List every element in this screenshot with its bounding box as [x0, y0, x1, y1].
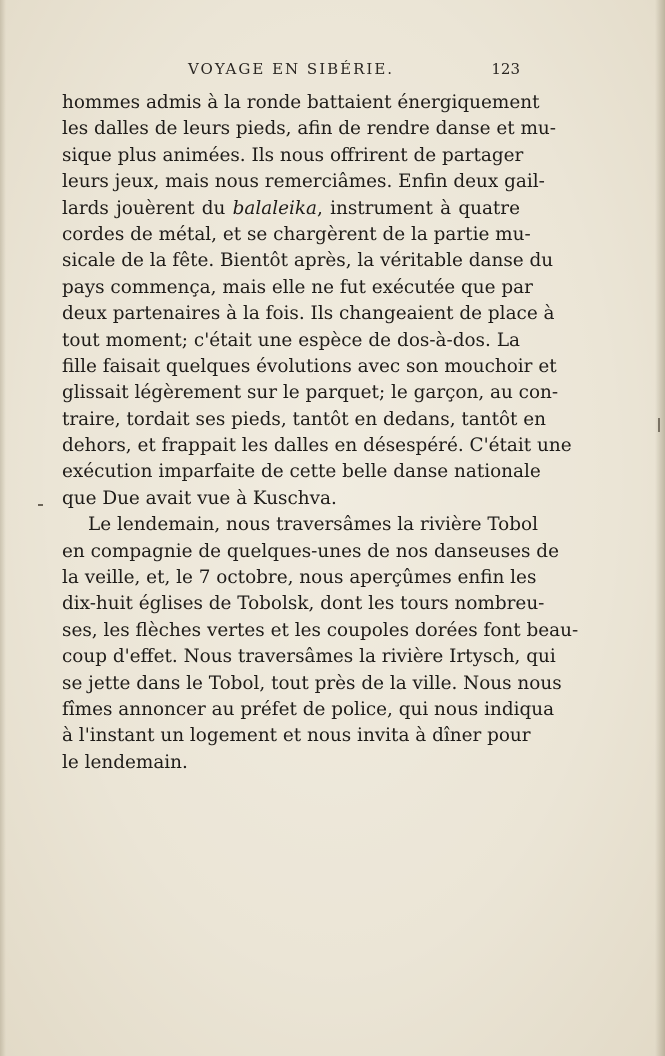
text-line: traire, tordait ses pieds, tantôt en dedans, tantôt en — [62, 408, 547, 430]
page-left-shadow — [0, 0, 6, 1056]
italic-term: balaleika — [232, 197, 317, 219]
text-line: tout moment; c'était une espèce de dos-à-dos. La — [62, 329, 520, 351]
page-header — [62, 58, 520, 84]
page-number: 123 — [491, 60, 520, 78]
text-line: en compagnie de quelques-unes de nos danseuses de — [62, 540, 559, 562]
running-title: VOYAGE EN SIBÉRIE. — [187, 60, 395, 78]
text-line: leurs jeux, mais nous remerciâmes. Enfin deux gail- — [62, 171, 545, 193]
text-line: à l'instant un logement et nous invita à dîner pour — [62, 725, 531, 747]
text-line: dehors, et frappait les dalles en désespéré. C'était une — [62, 435, 572, 457]
text-line: fîmes annoncer au préfet de police, qui nous indiqua — [62, 698, 555, 720]
body-text — [62, 90, 579, 776]
text-line: sique plus animées. Ils nous offrirent de partager — [62, 144, 524, 166]
margin-mark-right — [658, 418, 660, 432]
text-line: hommes admis à la ronde battaient énergiquement — [62, 92, 540, 113]
text-line: pays commença, mais elle ne fut exécutée que par — [62, 276, 533, 298]
margin-mark — [38, 504, 43, 506]
text-line: sicale de la fête. Bientôt après, la véritable danse du — [62, 250, 554, 272]
text-line: les dalles de leurs pieds, afin de rendre danse et mu- — [62, 118, 556, 140]
text-line: dix-huit églises de Tobolsk, dont les tours nombreu- — [62, 593, 545, 615]
text-line-start: lards jouèrent du — [62, 197, 233, 219]
text-line: ses, les flèches vertes et les coupoles dorées font beau- — [62, 619, 579, 641]
text-line: le lendemain. — [62, 751, 188, 773]
page-right-shadow — [655, 0, 665, 1056]
text-line: fille faisait quelques évolutions avec son mouchoir et — [62, 355, 557, 377]
text-line: la veille, et, le 7 octobre, nous aperçûmes enfin les — [62, 567, 537, 589]
text-line: coup d'effet. Nous traversâmes la rivière Irtysch, qui — [62, 646, 556, 668]
text-line: cordes de métal, et se chargèrent de la partie mu- — [62, 223, 531, 245]
text-line: deux partenaires à la fois. Ils changeaient de place à — [62, 303, 555, 325]
text-line: glissait légèrement sur le parquet; le garçon, au con- — [62, 382, 559, 404]
text-line: se jette dans le Tobol, tout près de la ville. Nous nous — [62, 672, 562, 694]
text-line-end: , instrument à quatre — [317, 197, 520, 219]
text-line: exécution imparfaite de cette belle danse nationale — [62, 461, 541, 483]
text-line: Le lendemain, nous traversâmes la rivière Tobol — [88, 514, 538, 536]
text-line: que Due avait vue à Kuschva. — [62, 487, 337, 509]
text-line — [62, 196, 520, 222]
